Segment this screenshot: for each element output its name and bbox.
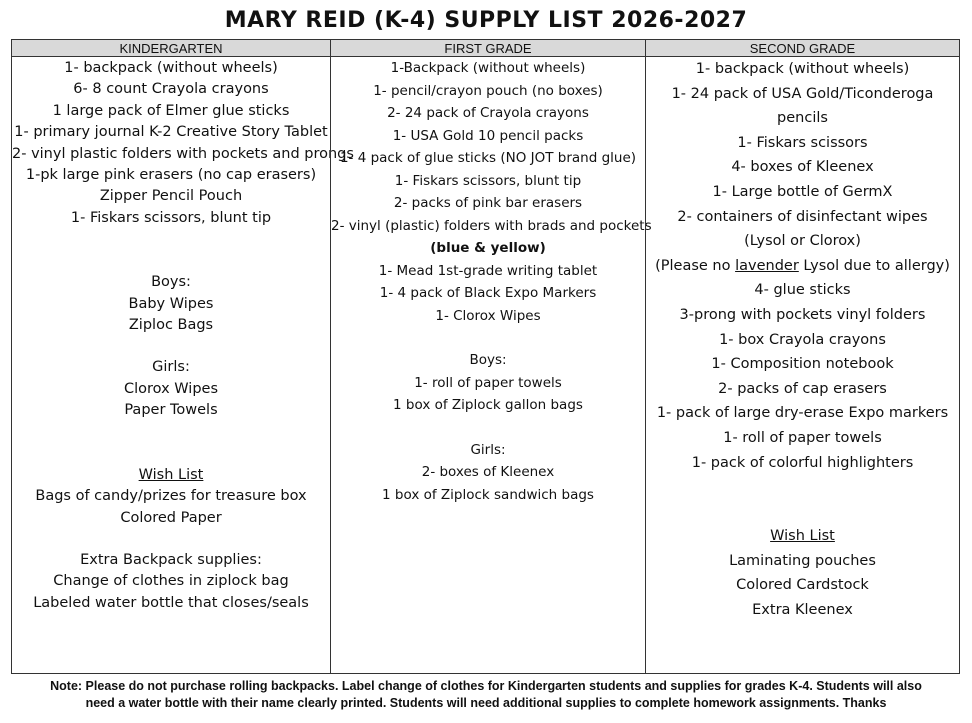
list-item: Paper Towels xyxy=(124,402,218,419)
list-item: 2- vinyl (plastic) folders with brads and pockets xyxy=(331,217,652,234)
list-item: 1- pack of colorful highlighters xyxy=(691,454,914,471)
list-item: 1-pk large pink erasers (no cap erasers) xyxy=(25,167,317,184)
list-item: 2- packs of cap erasers xyxy=(718,380,887,397)
list-item: 1 box of Ziplock sandwich bags xyxy=(382,486,594,503)
footer-note xyxy=(20,678,952,712)
list-item: 1- Mead 1st-grade writing tablet xyxy=(378,262,598,279)
kindergarten-header: KINDERGARTEN xyxy=(12,40,330,57)
list-item: Bags of candy/prizes for treasure box xyxy=(35,488,307,505)
second-grade-column xyxy=(645,40,959,673)
second-grade-header: SECOND GRADE xyxy=(646,40,959,57)
boys-label: Boys: xyxy=(469,352,507,368)
list-item: Extra Kleenex xyxy=(752,601,853,618)
first-grade-list xyxy=(331,57,652,506)
list-item: 1- backpack (without wheels) xyxy=(695,61,910,77)
folder-colors-note: (blue & yellow) xyxy=(430,240,546,256)
list-item: Ziploc Bags xyxy=(128,317,214,334)
supply-table xyxy=(11,39,960,674)
list-item: 1 box of Ziplock gallon bags xyxy=(393,397,583,413)
list-item: 1- pack of large dry-erase Expo markers xyxy=(656,405,949,422)
list-item: 1- 24 pack of USA Gold/Ticonderoga xyxy=(671,85,934,102)
first-grade-header: FIRST GRADE xyxy=(331,40,645,57)
boys-label: Boys: xyxy=(151,274,191,291)
second-grade-list xyxy=(646,57,959,622)
list-item: 3-prong with pockets vinyl folders xyxy=(679,306,926,323)
girls-label: Girls: xyxy=(152,359,190,376)
list-item: 2- 24 pack of Crayola crayons xyxy=(387,105,589,121)
list-item: Zipper Pencil Pouch xyxy=(99,188,243,205)
list-item: 1- primary journal K-2 Creative Story Tablet xyxy=(14,124,328,141)
footer-note-line-2: need a water bottle with their name clearly printed. Students will need additional supplies to complete homework assignments. Thanks xyxy=(85,696,887,710)
list-item: 2- packs of pink bar erasers xyxy=(393,195,583,211)
list-item: 1- pencil/crayon pouch (no boxes) xyxy=(373,82,603,99)
list-item: (Lysol or Clorox) xyxy=(744,233,861,250)
kindergarten-list xyxy=(12,57,354,614)
wish-list-heading: Wish List xyxy=(770,528,835,545)
list-item: Labeled water bottle that closes/seals xyxy=(33,594,309,611)
list-item: 1- 4 pack of Black Expo Markers xyxy=(379,285,597,301)
list-item: 1- backpack (without wheels) xyxy=(64,60,278,76)
first-grade-column xyxy=(330,40,652,673)
list-item: 1 large pack of Elmer glue sticks xyxy=(52,102,290,119)
list-item: 1- Composition notebook xyxy=(711,356,894,373)
list-item: Clorox Wipes xyxy=(123,380,218,397)
allergy-prefix: (Please no xyxy=(655,257,736,274)
wish-list-heading: Wish List xyxy=(138,466,204,483)
list-item: 1- box Crayola crayons xyxy=(719,331,886,348)
list-item: Laminating pouches xyxy=(729,552,876,569)
list-item: pencils xyxy=(777,110,828,127)
list-item: Change of clothes in ziplock bag xyxy=(53,573,289,590)
list-item: 1- USA Gold 10 pencil packs xyxy=(392,127,584,144)
list-item: 2- vinyl plastic folders with pockets and prongs xyxy=(12,145,354,162)
allergy-note xyxy=(646,254,959,279)
list-item: 1- roll of paper towels xyxy=(723,429,882,446)
list-item: Colored Cardstock xyxy=(736,577,869,594)
footer-note-line-1: Note: Please do not purchase rolling backpacks. Label change of clothes for Kindergarten students and supplies for grades K-4. Students will also xyxy=(50,679,922,693)
list-item: 1- 4 pack of glue sticks (NO JOT brand glue) xyxy=(339,150,637,166)
list-item: 6- 8 count Crayola crayons xyxy=(73,81,269,98)
list-item: 4- glue sticks xyxy=(754,282,851,299)
list-item: 1- Large bottle of GermX xyxy=(712,183,893,200)
list-item: 2- boxes of Kleenex xyxy=(421,464,555,480)
list-item: Baby Wipes xyxy=(128,295,214,312)
list-item: 1- Clorox Wipes xyxy=(435,307,541,324)
allergy-suffix: Lysol due to allergy) xyxy=(798,257,950,274)
list-item: 1-Backpack (without wheels) xyxy=(390,60,586,76)
list-item: 4- boxes of Kleenex xyxy=(731,159,874,176)
page-title: MARY REID (K-4) SUPPLY LIST 2026-2027 xyxy=(224,8,748,33)
kindergarten-column xyxy=(12,40,354,673)
girls-label: Girls: xyxy=(470,441,506,458)
list-item: 1- Fiskars scissors xyxy=(737,134,868,151)
list-item: 1- roll of paper towels xyxy=(414,374,562,391)
list-item: 2- containers of disinfectant wipes xyxy=(677,208,928,225)
list-item: 1- Fiskars scissors, blunt tip xyxy=(394,172,582,189)
allergy-word: lavender xyxy=(735,257,799,274)
list-item: Colored Paper xyxy=(120,509,222,526)
extra-supplies-label: Extra Backpack supplies: xyxy=(80,551,262,568)
list-item: 1- Fiskars scissors, blunt tip xyxy=(70,209,272,226)
